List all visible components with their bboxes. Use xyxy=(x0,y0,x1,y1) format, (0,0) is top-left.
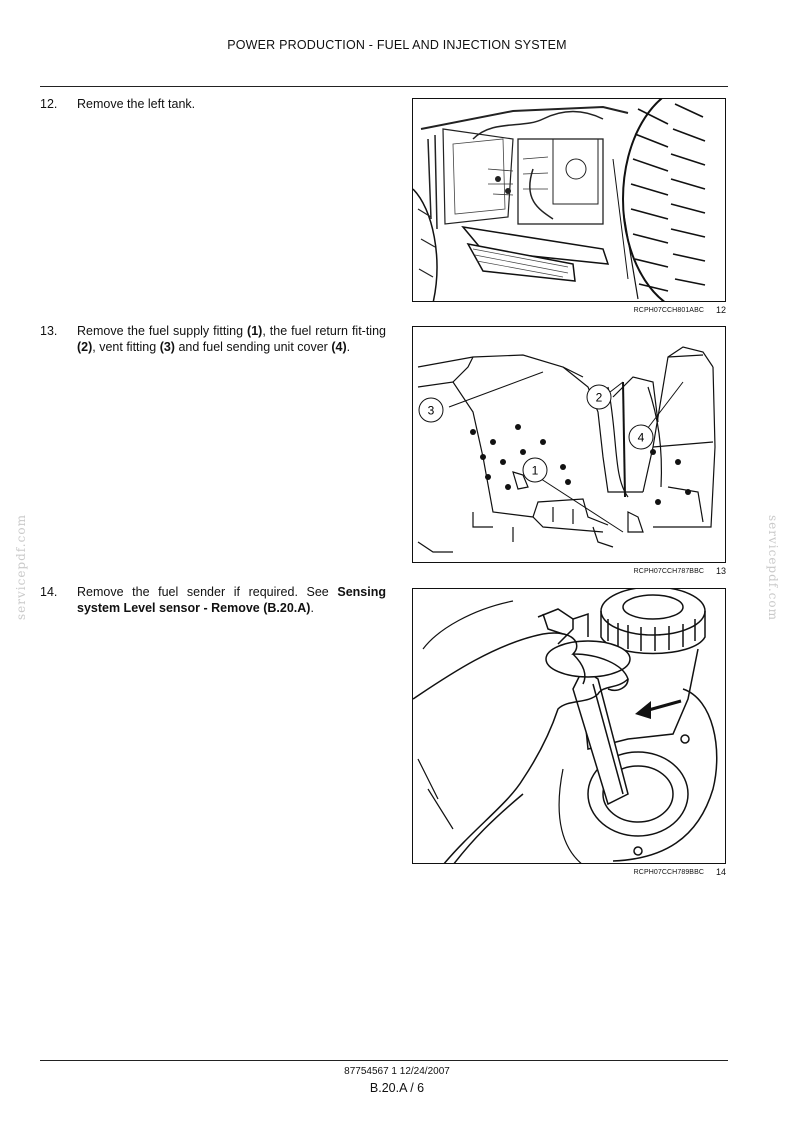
figure-code: RCPH07CCH787BBC xyxy=(633,568,704,575)
figure-12-caption xyxy=(412,306,726,318)
watermark-right: servicepdf.com xyxy=(766,515,780,621)
watermark-left: servicepdf.com xyxy=(14,514,28,620)
figure-number: 13 xyxy=(715,566,726,576)
figure-13-fuel-fittings xyxy=(412,326,726,563)
step-text: Remove the fuel sender if required. See Sensing system Level sensor - Remove (B.20.A). xyxy=(77,585,386,615)
page-header: POWER PRODUCTION - FUEL AND INJECTION SYSTEM xyxy=(227,38,567,52)
figure-number: 12 xyxy=(715,305,726,315)
figure-code: RCPH07CCH789BBC xyxy=(633,869,704,876)
step-number: 12. xyxy=(40,97,58,111)
footer-doc-line: 87754567 1 12/24/2007 xyxy=(344,1066,450,1077)
callout-4 xyxy=(629,425,653,449)
footer-rule xyxy=(40,1060,728,1061)
step-14 xyxy=(40,584,386,616)
step-13 xyxy=(40,323,386,355)
callout-3 xyxy=(419,398,443,422)
header-rule xyxy=(40,86,728,87)
svg-text:1: 1 xyxy=(531,463,539,478)
step-text: Remove the left tank. xyxy=(77,97,196,111)
callout-2 xyxy=(587,385,611,409)
step-12 xyxy=(40,96,386,112)
figure-number: 14 xyxy=(715,867,726,877)
figure-13-caption xyxy=(412,567,726,579)
figure-14-fuel-sender xyxy=(412,588,726,864)
svg-text:2: 2 xyxy=(595,390,603,405)
figure-code: RCPH07CCH801ABC xyxy=(633,307,704,314)
svg-text:3: 3 xyxy=(427,403,435,418)
step-number: 13. xyxy=(40,324,58,338)
step-text: Remove the fuel supply fitting (1), the fuel return fit-ting (2), vent fitting (3) and fuel sending unit cover (4). xyxy=(77,324,386,354)
footer-page-number: B.20.A / 6 xyxy=(369,1081,425,1095)
figure-14-caption xyxy=(412,868,726,880)
step-number: 14. xyxy=(40,585,58,599)
cross-reference: Sensing system Level sensor - Remove (B.20.A) xyxy=(77,585,386,615)
callout-1 xyxy=(523,458,547,482)
svg-text:4: 4 xyxy=(637,430,645,445)
figure-12-tractor-left-tank xyxy=(412,98,726,302)
